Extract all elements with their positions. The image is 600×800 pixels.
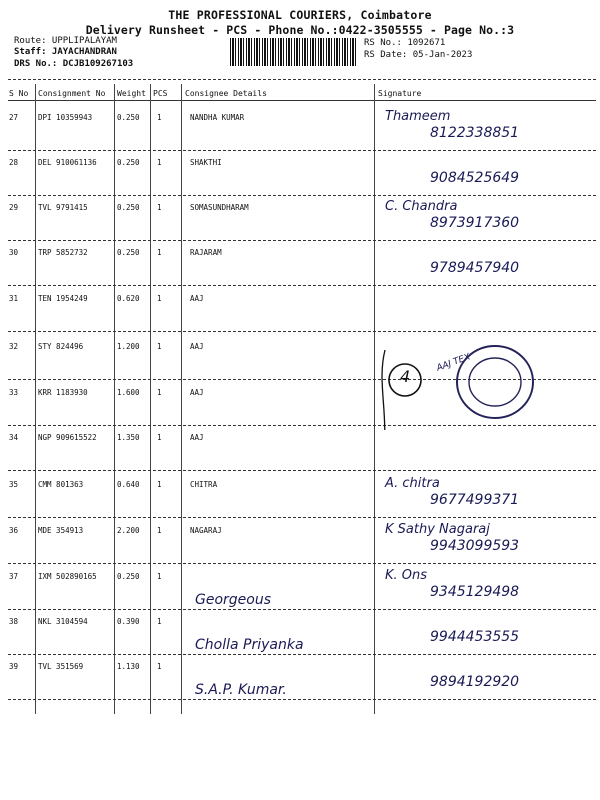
row-sno: 36 (9, 526, 19, 535)
row-consignee: AAJ (190, 294, 204, 303)
row-pcs: 1 (157, 572, 162, 581)
col-pcs: PCS (153, 89, 168, 98)
row-sno: 27 (9, 113, 19, 122)
col-signature: Signature (378, 89, 422, 98)
row-signature-phone: 8122338851 (430, 125, 520, 141)
row-weight: 0.390 (117, 617, 140, 626)
row-weight: 0.620 (117, 294, 140, 303)
rs-number: RS No.: 1092671 (364, 38, 446, 48)
row-signature-phone: 8973917360 (430, 215, 520, 231)
rs-date: RS Date: 05-Jan-2023 (364, 50, 473, 60)
column-rule (150, 84, 151, 714)
col-consignee: Consignee Details (185, 89, 267, 98)
row-pcs: 1 (157, 248, 162, 257)
row-signature-phone: 9345129498 (430, 584, 520, 600)
row-consignment-no: CMM 801363 (38, 480, 84, 489)
row-sno: 34 (9, 433, 19, 442)
row-consignee: SHAKTHI (190, 158, 222, 167)
row-consignment-no: TRP 5852732 (38, 248, 88, 257)
column-rule (114, 84, 115, 714)
row-consignment-no: TVL 9791415 (38, 203, 88, 212)
row-consignment-no: KRR 1183930 (38, 388, 88, 397)
row-consignee: NANDHA KUMAR (190, 113, 245, 122)
barcode (230, 38, 358, 66)
row-consignment-no: TEN 1954249 (38, 294, 88, 303)
route-label: Route: UPPLIPALAYAM (14, 36, 117, 46)
row-pcs: 1 (157, 617, 162, 626)
row-sno: 33 (9, 388, 19, 397)
col-weight: Weight (117, 89, 146, 98)
row-divider (8, 285, 596, 286)
row-consignee: AAJ (190, 342, 204, 351)
row-consignment-no: STY 824496 (38, 342, 84, 351)
row-pcs: 1 (157, 294, 162, 303)
column-rule (35, 84, 36, 714)
row-sno: 38 (9, 617, 19, 626)
row-pcs: 1 (157, 158, 162, 167)
stamp-number: 4 (400, 367, 411, 386)
header-divider (8, 100, 596, 101)
row-consignee: AAJ (190, 433, 204, 442)
row-divider (8, 654, 596, 655)
row-signature-phone: 9789457940 (430, 260, 520, 276)
row-weight: 0.250 (117, 572, 140, 581)
drs-number: DRS No.: DCJB109267103 (14, 59, 134, 69)
row-signature: C. Chandra (385, 199, 458, 214)
row-weight: 0.250 (117, 248, 140, 257)
row-weight: 1.600 (117, 388, 140, 397)
row-divider (8, 699, 596, 700)
row-weight: 1.130 (117, 662, 140, 671)
row-divider (8, 195, 596, 196)
divider (8, 79, 596, 80)
row-signature-phone: 9943099593 (430, 538, 520, 554)
row-weight: 0.250 (117, 203, 140, 212)
row-sno: 32 (9, 342, 19, 351)
row-signature: K. Ons (385, 568, 428, 583)
row-signature: Thameem (385, 109, 451, 124)
row-pcs: 1 (157, 388, 162, 397)
row-sno: 37 (9, 572, 19, 581)
row-pcs: 1 (157, 342, 162, 351)
row-divider (8, 240, 596, 241)
row-pcs: 1 (157, 203, 162, 212)
staff-label: Staff: JAYACHANDRAN (14, 47, 117, 57)
row-handwritten-name: Cholla Priyanka (195, 637, 304, 653)
row-signature-phone: 9894192920 (430, 674, 520, 690)
row-weight: 2.200 (117, 526, 140, 535)
row-weight: 1.350 (117, 433, 140, 442)
row-consignee: NAGARAJ (190, 526, 222, 535)
row-handwritten-name: S.A.P. Kumar. (195, 682, 287, 698)
row-consignment-no: DPI 10359943 (38, 113, 93, 122)
row-weight: 0.250 (117, 158, 140, 167)
row-sno: 30 (9, 248, 19, 257)
row-sno: 31 (9, 294, 19, 303)
row-sno: 29 (9, 203, 19, 212)
stamp-text: AAJ TEX (435, 352, 472, 374)
row-consignment-no: IXM 502890165 (38, 572, 97, 581)
row-signature-phone: 9677499371 (430, 492, 520, 508)
row-handwritten-name: Georgeous (195, 592, 272, 608)
runsheet-subtitle: Delivery Runsheet - PCS - Phone No.:0422-3505555 - Page No.:3 (85, 23, 515, 37)
row-divider (8, 517, 596, 518)
row-pcs: 1 (157, 480, 162, 489)
row-divider (8, 563, 596, 564)
row-sno: 28 (9, 158, 19, 167)
row-consignment-no: DEL 910061136 (38, 158, 97, 167)
row-signature: A. chitra (385, 476, 440, 491)
row-signature-phone: 9944453555 (430, 629, 520, 645)
col-sno: S No (9, 89, 29, 98)
row-consignment-no: NKL 3104594 (38, 617, 88, 626)
row-consignee: RAJARAM (190, 248, 222, 257)
row-signature-phone: 9084525649 (430, 170, 520, 186)
row-sno: 39 (9, 662, 19, 671)
row-divider (8, 609, 596, 610)
col-consignment: Consignment No (38, 89, 106, 98)
row-pcs: 1 (157, 526, 162, 535)
row-consignee: SOMASUNDHARAM (190, 203, 249, 212)
row-consignee: CHITRA (190, 480, 218, 489)
row-divider (8, 150, 596, 151)
row-pcs: 1 (157, 662, 162, 671)
row-consignment-no: TVL 351569 (38, 662, 84, 671)
row-pcs: 1 (157, 113, 162, 122)
row-consignment-no: MDE 354913 (38, 526, 84, 535)
row-weight: 0.250 (117, 113, 140, 122)
row-sno: 35 (9, 480, 19, 489)
row-weight: 0.640 (117, 480, 140, 489)
row-consignment-no: NGP 909615522 (38, 433, 97, 442)
row-signature: K Sathy Nagaraj (385, 522, 490, 537)
runsheet-title: THE PROFESSIONAL COURIERS, Coimbatore (168, 8, 432, 22)
row-weight: 1.200 (117, 342, 140, 351)
row-pcs: 1 (157, 433, 162, 442)
row-consignee: AAJ (190, 388, 204, 397)
column-rule (181, 84, 182, 714)
row-divider (8, 470, 596, 471)
